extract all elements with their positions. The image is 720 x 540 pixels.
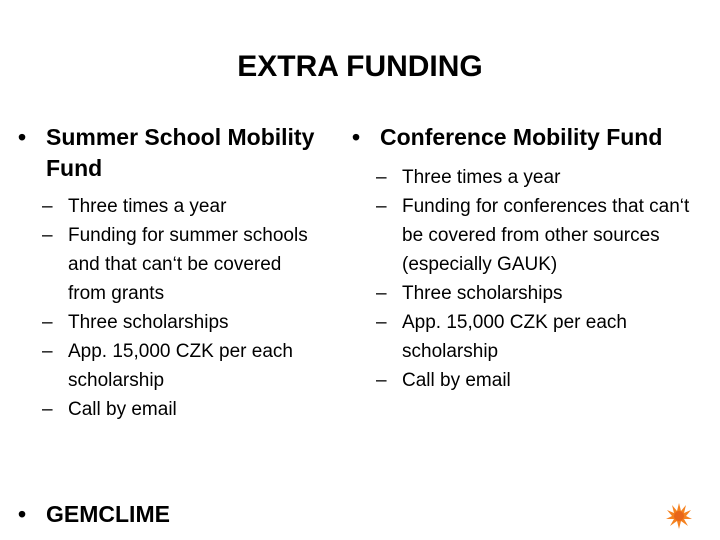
- dash-marker: –: [376, 167, 387, 188]
- slide-title: EXTRA FUNDING: [237, 50, 483, 83]
- list-item-text: App. 15,000 CZK per each scholarship: [68, 341, 293, 391]
- bullet-dot: •: [352, 124, 361, 150]
- list-item-text: App. 15,000 CZK per each scholarship: [402, 312, 627, 362]
- dash-marker: –: [42, 312, 53, 333]
- list-item-text: Three times a year: [402, 167, 561, 188]
- list-item-text: Call by email: [68, 399, 177, 420]
- left-column: [18, 122, 348, 424]
- dash-marker: –: [42, 341, 53, 362]
- list-item: [352, 366, 712, 395]
- bullet-summer-school-fund: [18, 122, 348, 184]
- list-item: [18, 395, 348, 424]
- conference-fund-heading: Conference Mobility Fund: [380, 124, 663, 150]
- dash-marker: –: [42, 225, 53, 246]
- dash-marker: –: [376, 283, 387, 304]
- list-item: [352, 279, 712, 308]
- list-item: [18, 221, 348, 308]
- conference-fund-details: [352, 163, 712, 395]
- gemclime-label: GEMCLIME: [46, 501, 170, 527]
- list-item: [352, 308, 712, 366]
- bullet-dot: •: [18, 501, 27, 527]
- right-column: [352, 122, 712, 395]
- orange-starburst-icon: [665, 502, 693, 530]
- list-item-text: Call by email: [402, 370, 511, 391]
- summer-school-fund-heading: Summer School Mobility Fund: [46, 124, 315, 181]
- bullet-dot: •: [18, 124, 27, 150]
- list-item-text: Funding for conferences that can‘t be covered from other sources (especially GAUK): [402, 196, 690, 275]
- list-item: [18, 337, 348, 395]
- list-item: [18, 192, 348, 221]
- dash-marker: –: [42, 399, 53, 420]
- list-item: [18, 308, 348, 337]
- bullet-gemclime: [18, 499, 170, 530]
- list-item-text: Three times a year: [68, 196, 227, 217]
- list-item-text: Funding for summer schools and that can‘t be covered from grants: [68, 225, 308, 304]
- list-item: [352, 163, 712, 192]
- bullet-conference-fund: [352, 122, 712, 153]
- list-item-text: Three scholarships: [68, 312, 229, 333]
- list-item: [352, 192, 712, 279]
- dash-marker: –: [376, 312, 387, 333]
- dash-marker: –: [376, 370, 387, 391]
- dash-marker: –: [42, 196, 53, 217]
- dash-marker: –: [376, 196, 387, 217]
- summer-school-fund-details: [18, 192, 348, 424]
- list-item-text: Three scholarships: [402, 283, 563, 304]
